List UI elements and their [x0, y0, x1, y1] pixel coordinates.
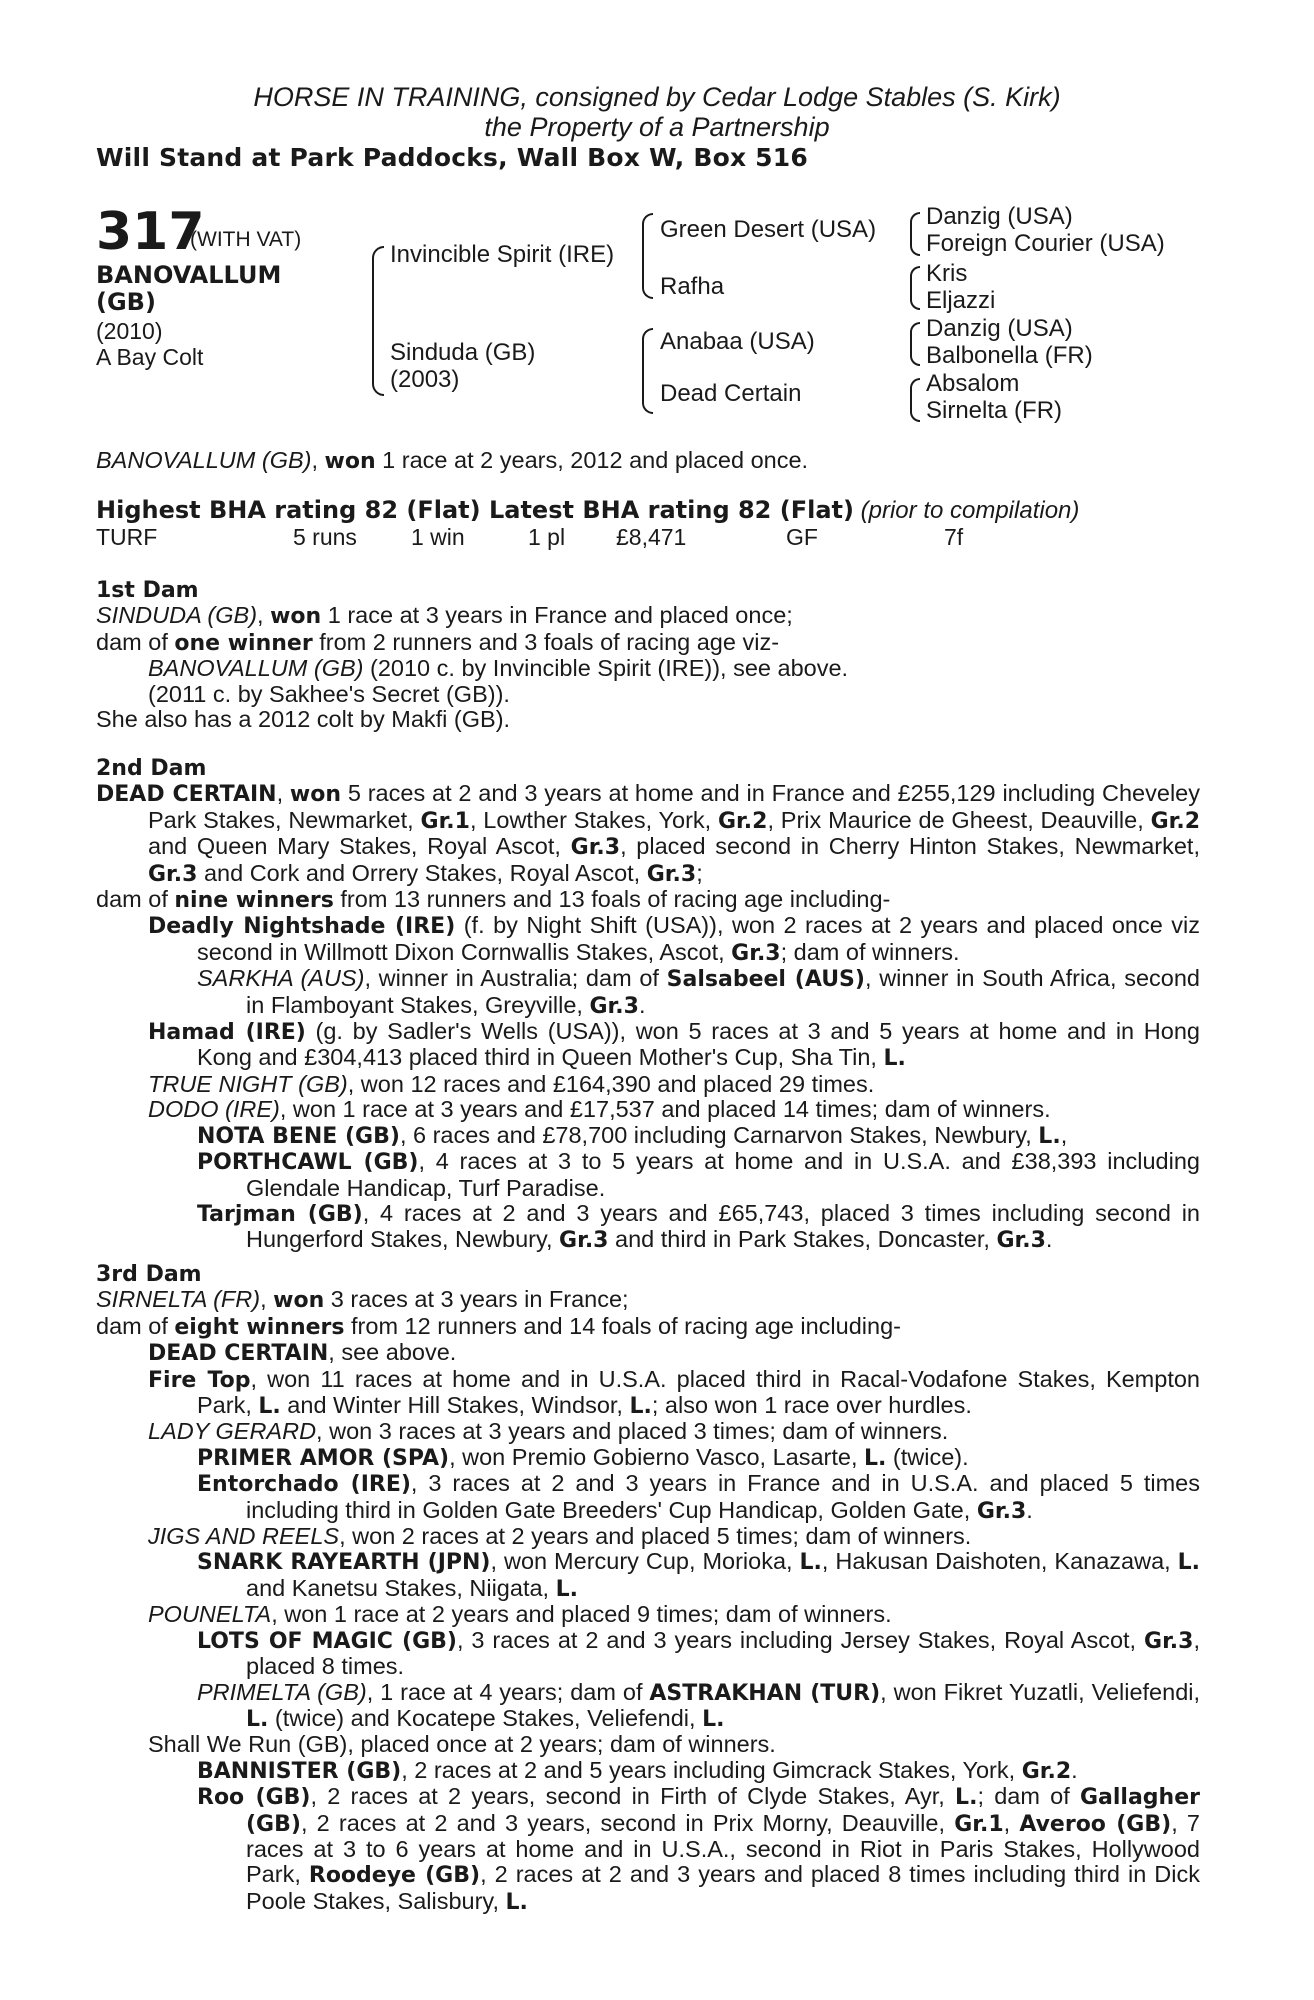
produce-entry: TRUE NIGHT (GB), won 12 races and £164,390 and placed 29 times. [148, 1070, 875, 1097]
brace-gen3-2 [910, 266, 920, 310]
sire-dam: Rafha [660, 273, 725, 300]
stat-earnings: £8,471 [616, 524, 687, 550]
brace-gen3-1 [910, 212, 920, 256]
produce-entry: NOTA BENE (GB), 6 races and £78,700 including Carnarvon Stakes, Newbury, L., [197, 1121, 1068, 1149]
stat-wins: 1 win [411, 524, 465, 550]
produce-entry: JIGS AND REELS, won 2 races at 2 years and placed 5 times; dam of winners. [148, 1523, 972, 1550]
pedigree-brace-sire [642, 213, 653, 299]
consignor-line: HORSE IN TRAINING, consigned by Cedar Lodge Stables (S. Kirk) [253, 82, 1061, 112]
dam-record: SIRNELTA (FR), won 3 races at 3 years in France; [96, 1286, 629, 1314]
produce-entry: POUNELTA, won 1 race at 2 years and placed 9 times; dam of winners. [148, 1601, 892, 1628]
section-heading: 1st Dam [96, 578, 199, 603]
dam-record: SINDUDA (GB), won 1 race at 3 years in France and placed once; [96, 602, 793, 630]
vat-note: (WITH VAT) [190, 228, 302, 251]
produce-entry: Deadly Nightshade (IRE) (f. by Night Shift (USA)), won 2 races at 2 years and placed once viz second in Willmott Dixon Cornwallis Stakes, Ascot, Gr.3; dam of winners. [148, 912, 1200, 966]
lot-number: 317 [96, 202, 205, 262]
stat-placed: 1 pl [528, 524, 566, 550]
sire-dam-dam: Eljazzi [926, 287, 996, 314]
race-summary: BANOVALLUM (GB), won 1 race at 2 years, 2012 and placed once. [96, 447, 809, 474]
produce-note: She also has a 2012 colt by Makfi (GB). [96, 706, 511, 733]
stat-going: GF [786, 524, 818, 550]
summary-text: 1 race at 2 years, 2012 and placed once. [375, 447, 809, 473]
produce-entry: PRIMER AMOR (SPA), won Premio Gobierno Vasco, Lasarte, L. (twice). [197, 1443, 969, 1471]
second-dam-section [96, 756, 1200, 1254]
brace-gen3-4 [910, 378, 920, 422]
produce-entry: Roo (GB), 2 races at 2 years, second in Firth of Clyde Stakes, Ayr, L.; dam of Gallagher (GB), 2 races at 2 and 3 years, second in Prix Morny, Deauville, Gr.1, Averoo (GB), 7 races at 3 to 6 years at home and in U.S.A., second in Riot in Paris Stakes, Hollywood Park, Roodeye (GB), 2 races at 2 and 3 years and placed 8 times including third in Dick Poole Stakes, Salisbury, L. [197, 1783, 1200, 1915]
produce-entry: LADY GERARD, won 3 races at 3 years and placed 3 times; dam of winners. [148, 1418, 949, 1445]
third-dam-section [96, 1262, 1200, 1915]
summary-horse-name: BANOVALLUM (GB) [96, 447, 312, 473]
produce-entry: Shall We Run (GB), placed once at 2 years; dam of winners. [148, 1731, 776, 1758]
dam-sire-sire: Danzig (USA) [926, 315, 1073, 342]
section-heading: 2nd Dam [96, 756, 207, 781]
brace-gen3-3 [910, 322, 920, 366]
stat-runs: 5 runs [293, 524, 357, 550]
stand-location: Will Stand at Park Paddocks, Wall Box W, Box 516 [96, 143, 808, 172]
section-heading: 3rd Dam [96, 1262, 202, 1287]
dam-sire-dam: Balbonella (FR) [926, 342, 1093, 369]
horse-name: BANOVALLUM [96, 261, 282, 289]
dam-year: (2003) [390, 366, 460, 393]
horse-description: A Bay Colt [96, 344, 204, 370]
produce-entry: (2011 c. by Sakhee's Secret (GB)). [148, 680, 510, 707]
produce-entry: BANNISTER (GB), 2 races at 2 and 5 years including Gimcrack Stakes, York, Gr.2. [197, 1756, 1078, 1784]
produce-entry: SNARK RAYEARTH (JPN), won Mercury Cup, Morioka, L., Hakusan Daishoten, Kanazawa, L. and Kanetsu Stakes, Niigata, L. [197, 1548, 1201, 1602]
sire-dam-sire: Kris [926, 260, 968, 287]
rating-values: Highest BHA rating 82 (Flat) Latest BHA rating 82 (Flat) [96, 496, 854, 524]
produce-entry: DEAD CERTAIN, see above. [148, 1339, 457, 1367]
pedigree-brace-main [372, 246, 384, 396]
dam-dam-dam: Sirnelta (FR) [926, 397, 1063, 424]
produce-entry: PRIMELTA (GB), 1 race at 4 years; dam of ASTRAKHAN (TUR), won Fikret Yuzatli, Veliefendi, L. (twice) and Kocatepe Stakes, Veliefendi, L. [197, 1678, 1201, 1732]
foaling-year: (2010) [96, 318, 163, 344]
dam: Sinduda (GB) [390, 339, 536, 366]
dam-dam-sire: Absalom [926, 370, 1020, 397]
produce-entry: Tarjman (GB), 4 races at 2 and 3 years and £65,743, placed 3 times including second in Hungerford Stakes, Newbury, Gr.3 and third in Park Stakes, Doncaster, Gr.3. [197, 1199, 1201, 1254]
property-line: the Property of a Partnership [484, 112, 830, 142]
sire: Invincible Spirit (IRE) [390, 241, 615, 268]
dam-sire: Anabaa (USA) [660, 328, 815, 355]
sire-sire: Green Desert (USA) [660, 216, 877, 243]
pedigree-brace-dam [642, 328, 653, 414]
produce-entry: SARKHA (AUS), winner in Australia; dam of Salsabeel (AUS), winner in South Africa, second in Flamboyant Stakes, Greyville, Gr.3. [197, 965, 1200, 1019]
produce-summary: dam of nine winners from 13 runners and 13 foals of racing age including- [96, 886, 891, 914]
produce-entry: Entorchado (IRE), 3 races at 2 and 3 years in France and in U.S.A. and placed 5 times including third in Golden Gate Breeders' Cup Handicap, Golden Gate, Gr.3. [197, 1470, 1200, 1524]
sire-sire-sire: Danzig (USA) [926, 203, 1073, 230]
rating-note: (prior to compilation) [860, 497, 1080, 524]
dam-record: DEAD CERTAIN, won 5 races at 2 and 3 years at home and in France and £255,129 including Cheveley Park Stakes, Newmarket, Gr.1, Lowther Stakes, York, Gr.2, Prix Maurice de Gheest, Deauville, Gr.2 and Queen Mary Stakes, Royal Ascot, Gr.3, placed second in Cherry Hinton Stakes, Newmarket, Gr.3 and Cork and Orrery Stakes, Royal Ascot, Gr.3; [96, 780, 1200, 887]
produce-summary: dam of one winner from 2 runners and 3 foals of racing age viz- [96, 628, 780, 656]
produce-entry: Hamad (IRE) (g. by Sadler's Wells (USA)), won 5 races at 3 and 5 years at home and in Hong Kong and £304,413 placed third in Queen Mother's Cup, Sha Tin, L. [148, 1018, 1200, 1072]
stat-distance: 7f [944, 524, 964, 550]
produce-entry: BANOVALLUM (GB) (2010 c. by Invincible Spirit (IRE)), see above. [148, 655, 849, 682]
produce-entry: Fire Top, won 11 races at home and in U.S.A. placed third in Racal-Vodafone Stakes, Kempton Park, L. and Winter Hill Stakes, Windsor, L.; also won 1 race over hurdles. [148, 1365, 1200, 1420]
produce-entry: LOTS OF MAGIC (GB), 3 races at 2 and 3 years including Jersey Stakes, Royal Ascot, Gr.3, placed 8 times. [197, 1626, 1200, 1680]
rating-line [96, 496, 1079, 525]
stat-surface: TURF [96, 524, 158, 550]
first-dam-section [96, 578, 1200, 732]
horse-country: (GB) [96, 288, 156, 316]
sire-sire-dam: Foreign Courier (USA) [926, 230, 1165, 257]
produce-summary: dam of eight winners from 12 runners and 14 foals of racing age including- [96, 1312, 901, 1340]
produce-entry: DODO (IRE), won 1 race at 3 years and £17,537 and placed 14 times; dam of winners. [148, 1096, 1051, 1123]
summary-won: won [324, 449, 376, 474]
produce-entry: PORTHCAWL (GB), 4 races at 3 to 5 years at home and in U.S.A. and £38,393 including Glendale Handicap, Turf Paradise. [197, 1148, 1200, 1201]
dam-dam: Dead Certain [660, 380, 802, 407]
